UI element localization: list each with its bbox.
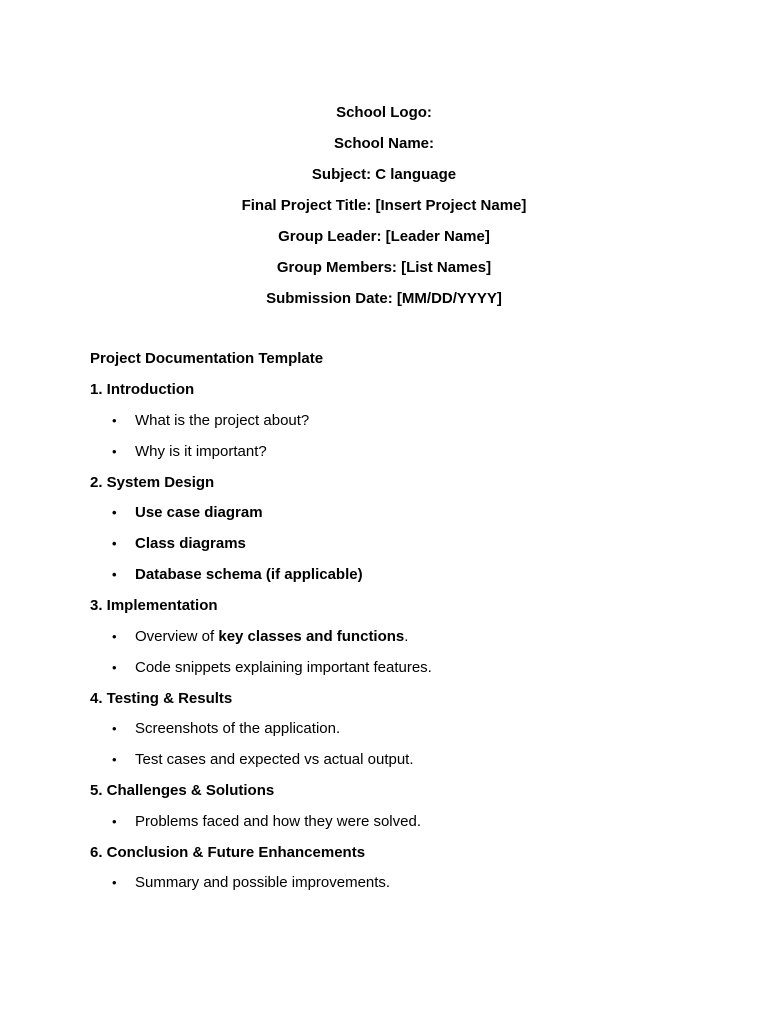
bullet-icon: •: [112, 752, 117, 767]
list-item: [90, 497, 710, 528]
list-item-text-suffix: .: [404, 627, 409, 645]
cover-header: [0, 97, 768, 314]
section-heading-testing-results: 4. Testing & Results: [90, 689, 233, 707]
section-heading-introduction: 1. Introduction: [90, 381, 195, 398]
bullet-icon: •: [112, 659, 117, 675]
list-item-text: Database schema (if applicable): [135, 566, 363, 583]
school-name-label: School Name:: [333, 135, 435, 152]
list-item: [90, 867, 710, 898]
list-item-text: Test cases and expected vs actual output.: [135, 751, 414, 768]
list-item-text: Problems faced and how they were solved.: [135, 812, 421, 830]
list-item-text: What is the project about?: [135, 411, 310, 429]
list-item: [90, 621, 710, 652]
group-leader-label: Group Leader: [Leader Name]: [278, 228, 490, 245]
bullet-icon: •: [112, 813, 117, 829]
list-item: [90, 713, 710, 744]
list-item-text: Screenshots of the application.: [135, 720, 341, 737]
bullet-icon: •: [112, 536, 117, 551]
bullet-icon: •: [112, 721, 117, 736]
section-heading-conclusion: 6. Conclusion & Future Enhancements: [90, 843, 366, 861]
school-logo-label: School Logo:: [336, 104, 432, 121]
list-item: [90, 436, 710, 467]
list-item: [90, 559, 710, 590]
list-item-text: Class diagrams: [135, 535, 246, 552]
document-body: [90, 343, 710, 898]
section-heading-implementation: 3. Implementation: [90, 597, 218, 614]
bullet-icon: •: [112, 875, 117, 890]
bullet-icon: •: [112, 567, 117, 582]
list-item-text: Code snippets explaining important features.: [135, 658, 432, 676]
list-item-text: Summary and possible improvements.: [135, 874, 391, 891]
bullet-icon: •: [112, 412, 117, 428]
list-item: [90, 652, 710, 683]
section-heading-challenges-solutions: 5. Challenges & Solutions: [90, 782, 275, 799]
doc-title: Project Documentation Template: [90, 350, 324, 367]
group-members-label: Group Members: [List Names]: [276, 259, 492, 276]
list-item-text-prefix: Overview of: [135, 627, 219, 645]
bullet-icon: •: [112, 628, 117, 644]
section-heading-system-design: 2. System Design: [90, 473, 215, 491]
list-item: [90, 405, 710, 436]
submission-date-label: Submission Date: [MM/DD/YYYY]: [266, 290, 502, 307]
subject-label: Subject: C language: [311, 166, 457, 183]
bullet-icon: •: [112, 443, 117, 459]
list-item-text: Why is it important?: [135, 442, 267, 460]
bullet-icon: •: [112, 505, 117, 520]
project-title-label: Final Project Title: [Insert Project Name]: [241, 197, 527, 214]
list-item: [90, 528, 710, 559]
list-item-text: Use case diagram: [135, 504, 263, 521]
list-item: [90, 806, 710, 837]
list-item-text-strong: key classes and functions: [218, 627, 405, 645]
list-item: [90, 744, 710, 775]
